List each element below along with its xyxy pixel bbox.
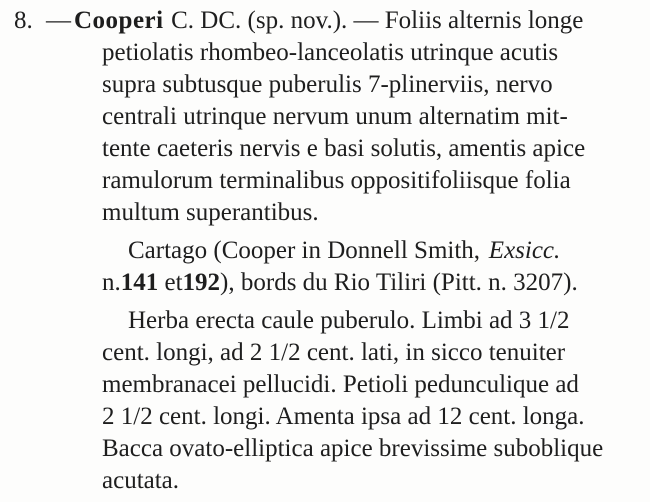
diagnosis-line: multum superantibus. [102, 199, 319, 226]
species-name: Cooperi [74, 7, 164, 34]
diagnosis-line: supra subtusque puberulis 7-plinerviis, nervo [102, 71, 553, 98]
locality-line: Cartago (Cooper in Donnell Smith, Exsicc. [128, 236, 634, 266]
description-line: acutata. [102, 467, 180, 494]
entry-dash: — [46, 7, 71, 34]
diagnosis-line: petiolatis rhombeo-lanceolatis utrinque acutis [102, 39, 559, 66]
exsiccatae-italic: Exsicc. [488, 237, 561, 264]
description-line: Herba erecta caule puberulo. Limbi ad 3 1/2 [128, 307, 570, 334]
description-line: 2 1/2 cent. longi. Amenta ipsa ad 12 cent. longa. [102, 403, 585, 430]
species-author: C. DC. (sp. nov.). — Foliis alternis longe [171, 7, 584, 34]
diagnosis-line: tente caeteris nervis e basi solutis, amentis apice [102, 135, 586, 162]
diagnosis-line: centrali utrinque nervum unum alternatim mit- [102, 103, 568, 130]
description-line: Bacca ovato-elliptica apice brevissime suboblique [102, 435, 604, 462]
locality-line: n. 141 et 192 ), bords du Rio Tiliri (Pitt. n. 3207). [102, 269, 578, 296]
entry-number: 8. [14, 7, 33, 34]
description-line: cent. longi, ad 2 1/2 cent. lati, in sicco tenuiter [102, 339, 566, 366]
description-line: membranacei pellucidi. Petioli pedunculique ad [102, 371, 579, 398]
entry-heading-line [74, 6, 634, 36]
diagnosis-line: ramulorum terminalibus oppositifoliisque folia [102, 167, 571, 194]
